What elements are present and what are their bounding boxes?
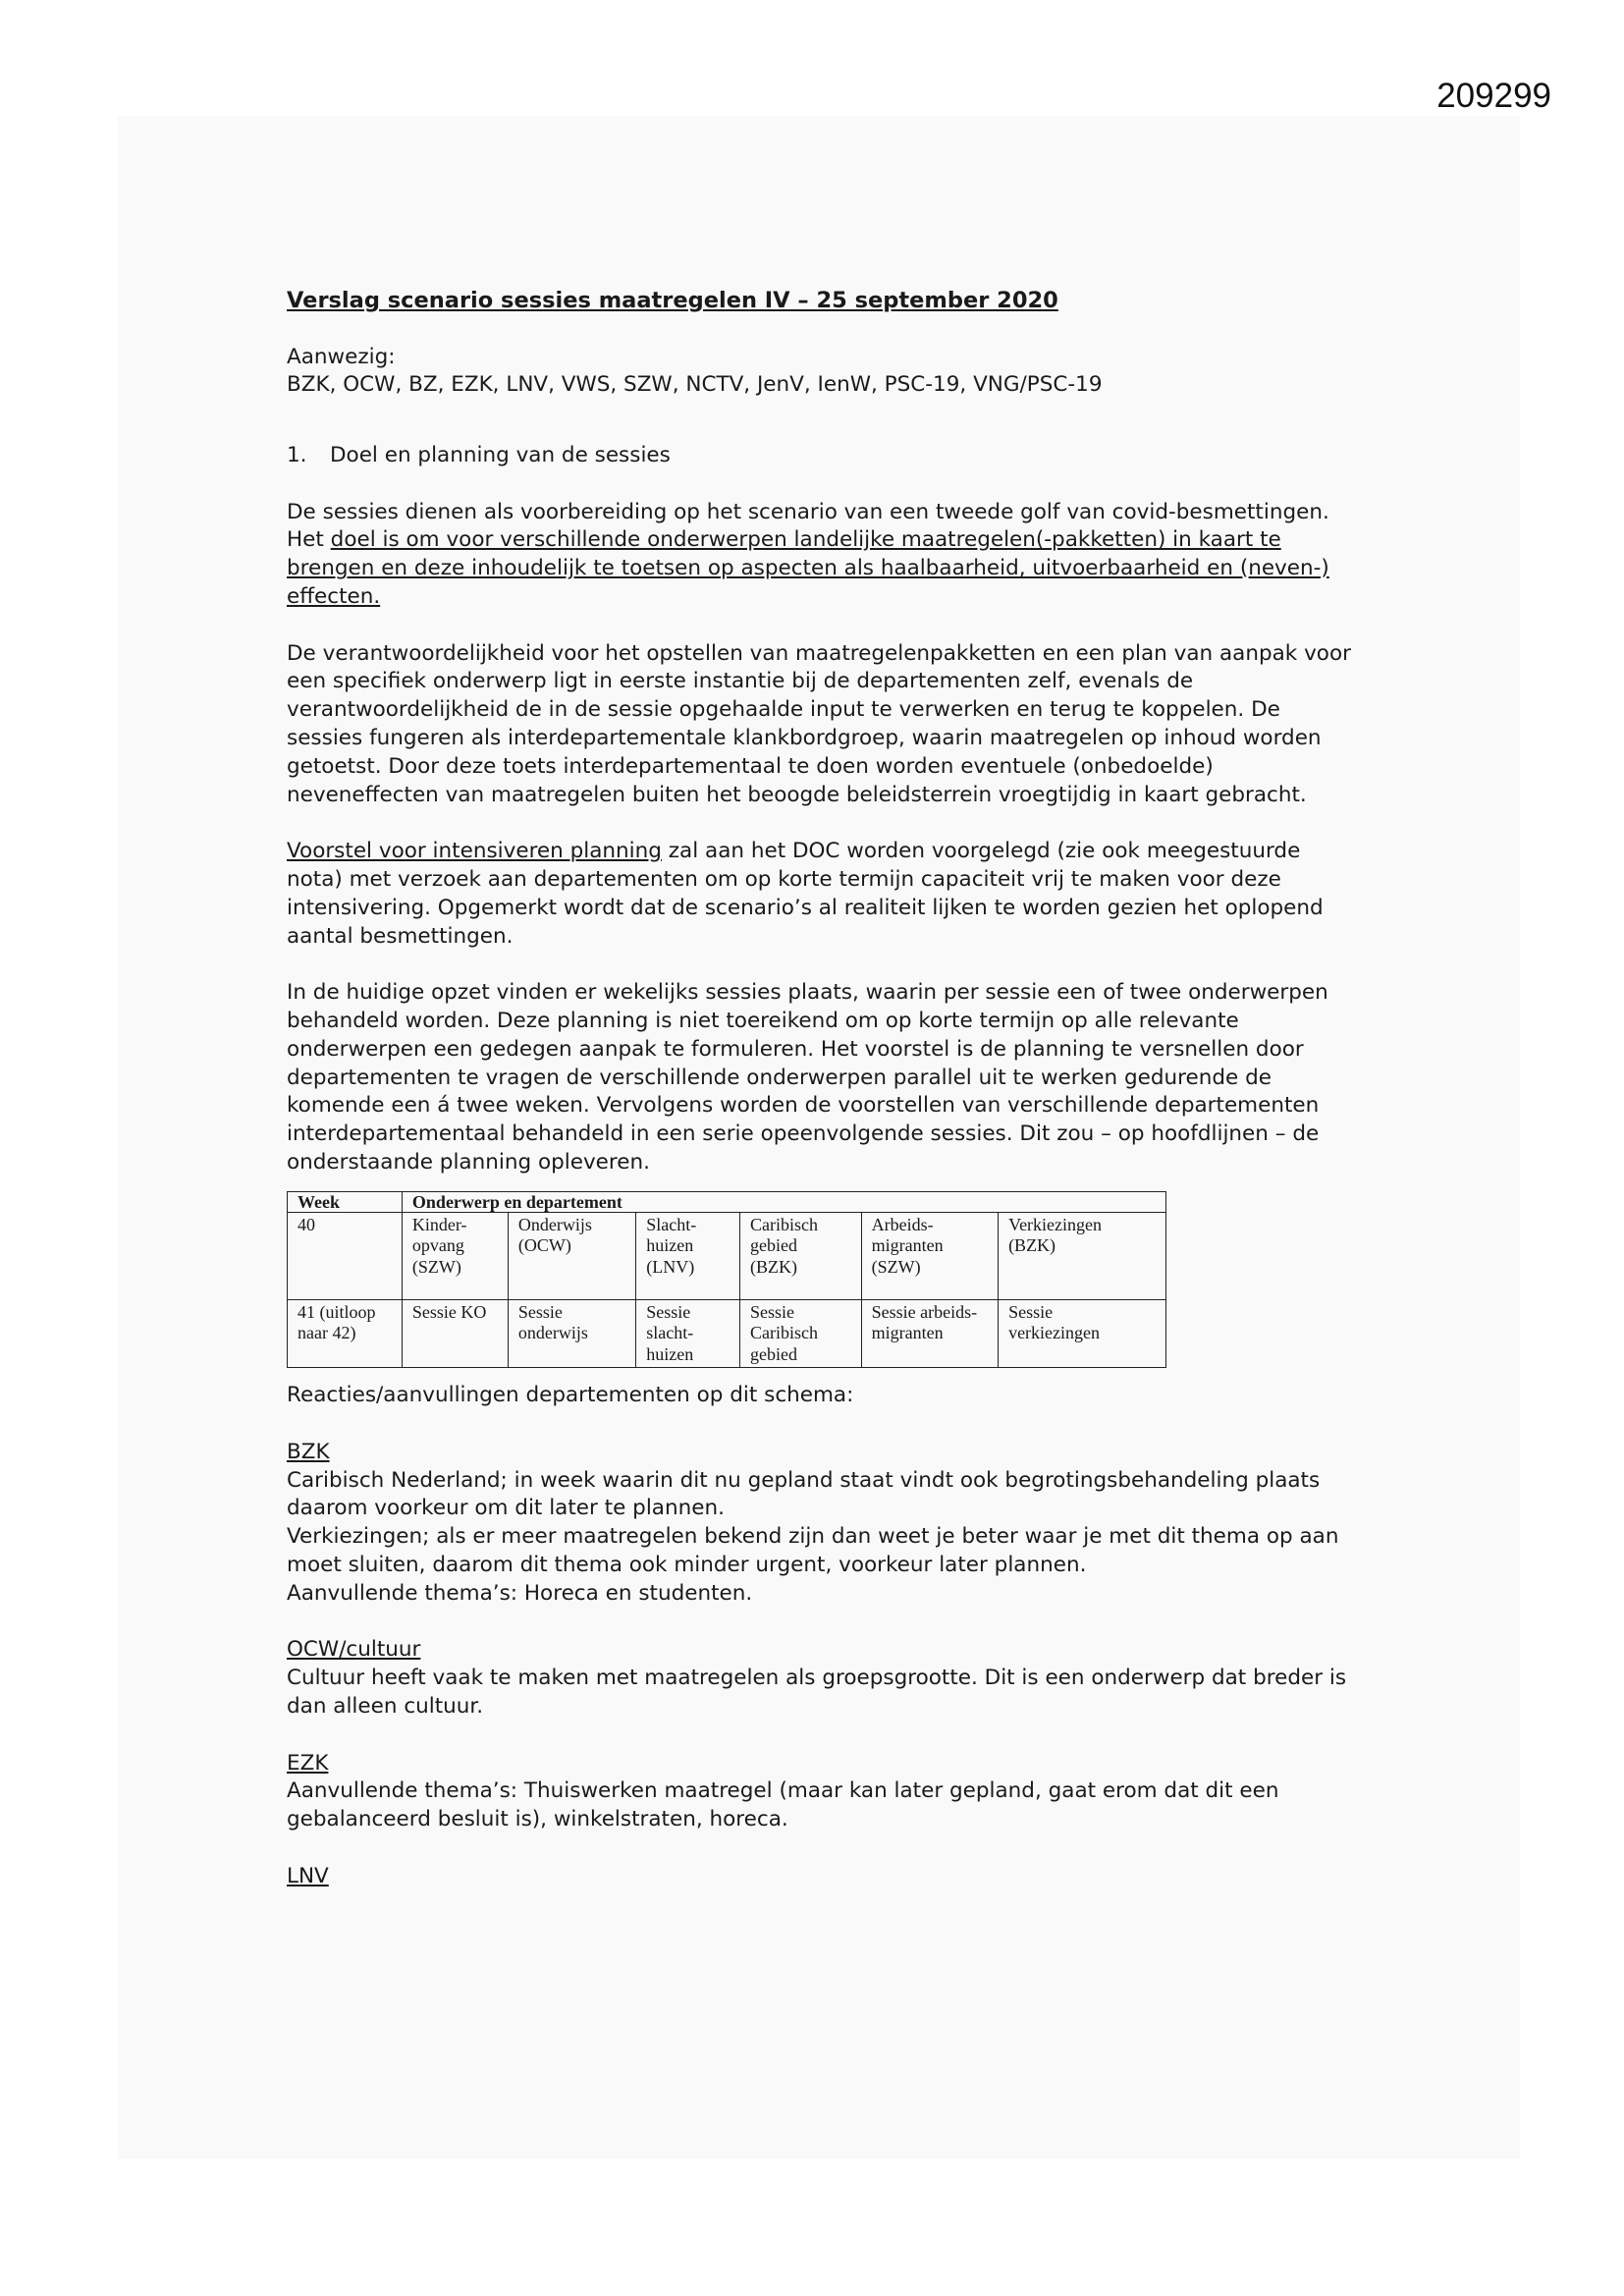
table-cell: Slacht- huizen (LNV) (636, 1212, 740, 1299)
section-title: Doel en planning van de sessies (330, 442, 671, 467)
document-number: 209299 (1436, 77, 1551, 115)
document-title: Verslag scenario sessies maatregelen IV – 25 september 2020 (287, 288, 1058, 313)
table-cell: Arbeids- migranten (SZW) (861, 1212, 998, 1299)
table-cell-week: 41 (uitloop naar 42) (288, 1299, 403, 1368)
paragraph-responsibility: De verantwoordelijkheid voor het opstellen van maatregelenpakketten en een plan van aanpak voor een specifiek onderwerp ligt in eerste instantie bij de departementen zelf, evenals de verantwoordelijkheid de in de sessie opgehaalde input te verwerken en terug te koppelen. De sessies fungeren als interdepartementale klankbordgroep, waarin maatregelen op inhoud worden getoetst. Door deze toets interdepartementaal te doen worden eventuele (onbedoelde) neveneffecten van maatregelen buiten het beoogde beleidsterrein vroegtijdig in kaart gebracht. (287, 640, 1351, 807)
lnv-heading: LNV (287, 1863, 329, 1888)
table-cell: Sessie KO (402, 1299, 508, 1368)
table-row (288, 1212, 1166, 1299)
table-cell-week: 40 (288, 1212, 403, 1299)
table-cell: Kinder- opvang (SZW) (402, 1212, 508, 1299)
goal-underlined: doel is om voor verschillende onderwerpen landelijke maatregelen(-pakketten) in kaart te brengen en deze inhoudelijk te toetsen op aspecten als haalbaarheid, uitvoerbaarheid en (neven-) effecten. (287, 527, 1329, 609)
table-header-week: Week (288, 1191, 403, 1212)
planning-table (287, 1191, 1166, 1369)
table-cell: Sessie arbeids- migranten (861, 1299, 998, 1368)
paragraph-proposal (287, 838, 1357, 951)
table-cell: Sessie Caribisch gebied (739, 1299, 861, 1368)
table-cell: Verkiezingen (BZK) (999, 1212, 1166, 1299)
goal-intro: De sessies dienen als voorbereiding op het scenario van een tweede golf van covid-besmettingen. (287, 499, 1329, 524)
table-header-subject: Onderwerp en departement (402, 1191, 1165, 1212)
document-body (287, 287, 1357, 1891)
ocw-text: Cultuur heeft vaak te maken met maatregelen als groepsgrootte. Dit is een onderwerp dat breder is dan alleen cultuur. (287, 1666, 1347, 1719)
table-cell: Sessie verkiezingen (999, 1299, 1166, 1368)
ezk-heading: EZK (287, 1750, 329, 1776)
bzk-verkiezingen: Verkiezingen; als er meer maatregelen bekend zijn dan weet je beter waar je met dit thema op aan moet sluiten, daarom dit thema ook minder urgent, voorkeur later plannen. (287, 1524, 1339, 1577)
ezk-text: Aanvullende thema’s: Thuiswerken maatregel (maar kan later gepland, gaat erom dat dit een gebalanceerd besluit is), winkelstraten, horeca. (287, 1778, 1279, 1832)
goal-lead: Het (287, 527, 331, 553)
bzk-heading: BZK (287, 1439, 330, 1464)
paragraph-planning: In de huidige opzet vinden er wekelijks sessies plaats, waarin per sessie een of twee onderwerpen behandeld worden. Deze planning is niet toereikend om op korte termijn op alle relevante onderwerpen een gedegen aanpak te formuleren. Het voorstel is de planning te versnellen door departementen te vragen de verschillende onderwerpen parallel uit te werken gedurende de komende een á twee weken. Vervolgens worden de voorstellen van verschillende departementen interdepartementaal behandeld in een serie opeenvolgende sessies. Dit zou – op hoofdlijnen – de onderstaande planning opleveren. (287, 980, 1328, 1175)
bzk-caribisch: Caribisch Nederland; in week waarin dit nu gepland staat vindt ook begrotingsbehandeling plaats daarom voorkeur om dit later te plannen. (287, 1467, 1321, 1521)
proposal-link-text: Voorstel voor intensiveren planning (287, 839, 662, 864)
proposal-text: zal aan het DOC worden voorgelegd (zie ook meegestuurde nota) met verzoek aan departementen om op korte termijn capaciteit vrij te maken voor deze intensivering. Opgemerkt wordt dat de scenario’s al realiteit lijken te worden gezien het oplopend aantal besmettingen. (287, 839, 1324, 949)
section-heading (287, 442, 1357, 470)
paragraph-goal (287, 499, 1357, 612)
table-row (288, 1299, 1166, 1368)
attendance-list: BZK, OCW, BZ, EZK, LNV, VWS, SZW, NCTV, JenV, IenW, PSC-19, VNG/PSC-19 (287, 372, 1103, 398)
table-cell: Sessie slacht- huizen (636, 1299, 740, 1368)
table-cell: Caribisch gebied (BZK) (739, 1212, 861, 1299)
table-cell: Onderwijs (OCW) (508, 1212, 635, 1299)
reactions-intro: Reacties/aanvullingen departementen op dit schema: (287, 1383, 854, 1408)
table-cell: Sessie onderwijs (508, 1299, 635, 1368)
attendance-label: Aanwezig: (287, 344, 396, 369)
bzk-themes: Aanvullende thema’s: Horeca en studenten. (287, 1580, 753, 1606)
section-number: 1. (287, 442, 307, 467)
ocw-heading: OCW/cultuur (287, 1637, 421, 1663)
